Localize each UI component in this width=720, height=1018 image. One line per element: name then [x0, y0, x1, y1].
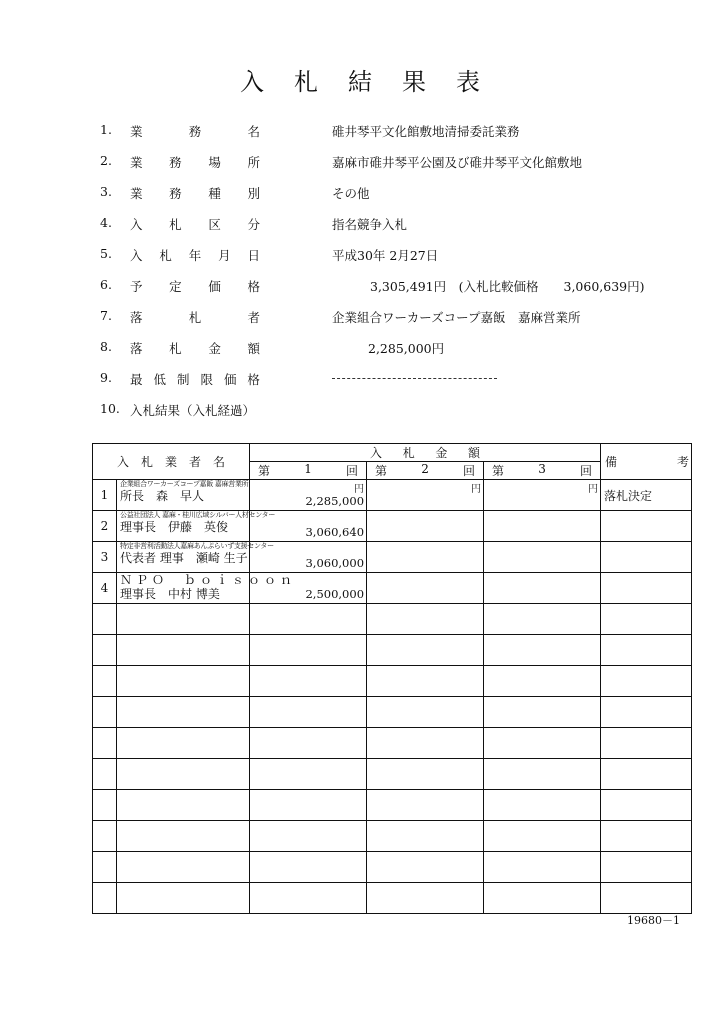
item-label-char: 業	[130, 186, 143, 201]
header-char: 第	[492, 464, 505, 478]
bid-result-table	[92, 443, 692, 914]
bidder-cell	[117, 635, 250, 666]
row-number: 1	[93, 480, 117, 511]
bidder-representative: 理事長 伊藤 英俊	[120, 520, 229, 534]
header-char: 回	[580, 464, 593, 478]
item-label-char: 価	[208, 279, 221, 294]
remarks-cell	[601, 759, 692, 790]
round-2-amount	[367, 790, 484, 821]
table-row	[93, 759, 692, 790]
round-3-amount	[484, 883, 601, 914]
yen-unit: 円	[588, 484, 599, 495]
item-number: 1.	[100, 122, 112, 137]
minimum-price-blank	[332, 378, 497, 379]
header-char: 第	[375, 464, 388, 478]
round-1-amount	[250, 759, 367, 790]
bidder-company: 特定非営利活動法人嘉麻あんぷらいず支援センター	[120, 542, 274, 550]
item-label	[130, 184, 260, 202]
amount-header	[250, 444, 601, 462]
item-label-char: 所	[247, 155, 260, 170]
round-header-2	[367, 462, 484, 480]
item-label	[130, 277, 260, 295]
table-row	[93, 604, 692, 635]
item-label-char: 務	[169, 155, 182, 170]
row-number	[93, 852, 117, 883]
table-row	[93, 542, 692, 573]
item-label	[130, 153, 260, 171]
remarks-cell	[601, 542, 692, 573]
round-3-amount	[484, 542, 601, 573]
round-3-amount	[484, 511, 601, 542]
header-char: 札	[402, 446, 415, 460]
round-header-3	[484, 462, 601, 480]
bidder-cell	[117, 573, 297, 604]
round-3-amount	[484, 635, 601, 666]
item-row	[100, 215, 700, 245]
bidder-header-text	[93, 453, 249, 470]
remarks-cell	[601, 666, 692, 697]
remarks-cell	[601, 852, 692, 883]
item-label-char: 札	[169, 341, 182, 356]
round-2-amount	[367, 697, 484, 728]
item-label-char: 札	[169, 217, 182, 232]
header-char: 札	[141, 455, 154, 469]
item-row	[100, 277, 700, 307]
item-value: 企業組合ワーカーズコープ嘉飯 嘉麻営業所	[332, 310, 581, 325]
round-1-amount	[250, 852, 367, 883]
round-1-amount	[250, 821, 367, 852]
item-label-char: 務	[169, 186, 182, 201]
bid-amount: 2,500,000	[305, 587, 365, 601]
round-3-amount	[484, 852, 601, 883]
round-3-amount	[484, 728, 601, 759]
remarks-header	[601, 444, 692, 480]
round-2-amount	[367, 542, 484, 573]
item-label-char: 金	[208, 341, 221, 356]
round-2-amount	[367, 573, 484, 604]
bidder-cell	[117, 542, 274, 573]
round-3-amount	[484, 759, 601, 790]
item-label-char: 日	[247, 248, 260, 263]
header-char: 考	[677, 455, 690, 469]
item-value: 3,305,491円 (入札比較価格 3,060,639円)	[370, 279, 645, 294]
bidder-company: 公益社団法人 嘉麻・桂川広域シルバー人材センター	[120, 511, 276, 519]
item-row	[100, 184, 700, 214]
round-1-amount	[250, 604, 367, 635]
item-label-char: 入	[130, 217, 143, 232]
round-2-amount	[367, 821, 484, 852]
item-number: 8.	[100, 339, 112, 354]
item-label-char: 価	[223, 372, 237, 387]
round-2-amount	[367, 480, 484, 511]
table-row	[93, 511, 692, 542]
item-label-char: 低	[153, 372, 166, 387]
round-1-amount	[250, 511, 367, 542]
table-row	[93, 790, 692, 821]
item-label-char: 種	[208, 186, 221, 201]
item-label-char: 者	[247, 310, 260, 325]
round-1-amount	[250, 666, 367, 697]
round-3-amount	[484, 604, 601, 635]
document-number: 19680－1	[627, 914, 680, 927]
table-row	[93, 480, 692, 511]
header-char: 備	[605, 455, 618, 469]
item-value: 指名競争入札	[332, 217, 408, 232]
remarks-cell	[601, 821, 692, 852]
item-number: 10.	[100, 401, 120, 416]
round-3-amount	[484, 821, 601, 852]
item-row	[100, 122, 700, 152]
row-number: 3	[93, 542, 117, 573]
item-label-char: 業	[130, 124, 143, 139]
item-label	[130, 339, 260, 357]
bidder-cell	[117, 790, 250, 821]
round-2-amount	[367, 852, 484, 883]
remarks-cell	[601, 511, 692, 542]
item-label-char: 務	[188, 124, 202, 139]
item-label	[130, 122, 260, 140]
item-label-char: 最	[130, 372, 143, 387]
round-3-amount	[484, 573, 601, 604]
round-1-amount	[250, 728, 367, 759]
item-label	[130, 308, 260, 326]
bidder-cell	[117, 480, 250, 511]
item-row	[100, 153, 700, 183]
round-1-amount	[250, 573, 367, 604]
bidder-cell	[117, 759, 250, 790]
item-number: 2.	[100, 153, 112, 168]
bidder-cell	[117, 728, 250, 759]
item-row	[100, 370, 700, 400]
header-char: 回	[462, 464, 475, 478]
header-char: 者	[189, 455, 202, 469]
remarks-cell	[601, 728, 692, 759]
bidder-cell	[117, 852, 250, 883]
item-row	[100, 401, 700, 431]
header-char: 3	[538, 462, 546, 476]
bidder-representative: 代表者 理事 瀬崎 生子	[120, 551, 248, 565]
item-label-char: 名	[247, 124, 260, 139]
header-char: 第	[258, 464, 271, 478]
item-value: その他	[332, 186, 370, 201]
item-number: 9.	[100, 370, 112, 385]
page-title: 入札結果表	[240, 68, 510, 96]
row-number	[93, 666, 117, 697]
item-value: 嘉麻市碓井琴平公園及び碓井琴平文化館敷地	[332, 155, 583, 170]
bidder-company: 企業組合ワーカーズコープ嘉飯 嘉麻営業所	[120, 480, 249, 488]
round-1-amount	[250, 883, 367, 914]
round-1-amount	[250, 542, 367, 573]
round-3-amount	[484, 790, 601, 821]
round-2-amount	[367, 511, 484, 542]
item-label-char: 場	[208, 155, 221, 170]
remarks-cell	[601, 573, 692, 604]
header-char: 入	[370, 446, 383, 460]
header-char: 金	[435, 446, 448, 460]
item-row	[100, 246, 700, 276]
item-label	[130, 401, 260, 419]
bidder-cell	[117, 604, 250, 635]
round-2-amount	[367, 883, 484, 914]
header-char: 2	[421, 462, 429, 476]
item-label-char: 年	[188, 248, 202, 263]
bid-amount: 2,285,000	[305, 494, 365, 508]
row-number	[93, 790, 117, 821]
item-row	[100, 339, 700, 369]
round-1-amount	[250, 790, 367, 821]
row-number	[93, 697, 117, 728]
bid-amount: 3,060,000	[305, 556, 365, 570]
item-label-char: 格	[247, 372, 260, 387]
row-number	[93, 728, 117, 759]
item-number: 4.	[100, 215, 112, 230]
item-label	[130, 215, 260, 233]
round-header-1	[250, 462, 367, 480]
bidder-cell	[117, 883, 250, 914]
round-3-amount	[484, 697, 601, 728]
round-2-amount	[367, 604, 484, 635]
row-number	[93, 821, 117, 852]
bidder-cell	[117, 511, 276, 542]
item-label-char: 月	[218, 248, 231, 263]
remarks-cell	[601, 790, 692, 821]
row-number: 4	[93, 573, 117, 604]
item-label-char: 落	[130, 310, 143, 325]
round-2-amount	[367, 635, 484, 666]
remarks-cell	[601, 635, 692, 666]
item-label-char: 業	[130, 155, 143, 170]
item-label-char: 落	[130, 341, 143, 356]
table-row	[93, 666, 692, 697]
round-1-amount	[250, 480, 367, 511]
header-char: 回	[345, 464, 358, 478]
yen-unit: 円	[354, 484, 365, 495]
bidder-cell	[117, 821, 250, 852]
bidder-cell	[117, 666, 250, 697]
table-row	[93, 697, 692, 728]
header-char: 1	[304, 462, 312, 476]
item-value: 碓井琴平文化館敷地清掃委託業務	[332, 124, 520, 139]
item-number: 3.	[100, 184, 112, 199]
bidder-header	[93, 444, 250, 480]
yen-unit: 円	[471, 484, 482, 495]
item-number: 6.	[100, 277, 112, 292]
round-2-amount	[367, 728, 484, 759]
item-label	[130, 246, 260, 264]
item-label-char: 別	[247, 186, 260, 201]
row-number	[93, 604, 117, 635]
remarks-cell	[601, 604, 692, 635]
item-label-char: 入札結果（入札経過）	[130, 403, 256, 418]
header-char: 入	[117, 455, 130, 469]
header-char: 名	[213, 455, 226, 469]
item-label-char: 札	[188, 310, 202, 325]
table-row	[93, 883, 692, 914]
item-label-char: 額	[247, 341, 260, 356]
item-label-char: 予	[130, 279, 143, 294]
remarks-cell: 落札決定	[601, 480, 692, 511]
item-number: 7.	[100, 308, 112, 323]
table-row	[93, 728, 692, 759]
row-number	[93, 883, 117, 914]
item-label-char: 入	[130, 248, 143, 263]
round-1-amount	[250, 697, 367, 728]
item-number: 5.	[100, 246, 112, 261]
item-label-char: 定	[169, 279, 182, 294]
item-label-char: 制	[176, 372, 190, 387]
row-number	[93, 759, 117, 790]
table-row	[93, 852, 692, 883]
item-label-char: 格	[247, 279, 260, 294]
bidder-representative: 所長 森 早人	[120, 489, 205, 503]
item-row	[100, 308, 700, 338]
round-1-amount	[250, 635, 367, 666]
bidder-representative: 理事長 中村 博美	[120, 587, 220, 601]
item-label-char: 札	[159, 248, 172, 263]
round-3-amount	[484, 480, 601, 511]
round-2-amount	[367, 759, 484, 790]
bidder-company: ＮＰＯ ｂｏｉｓｏｏｎ	[120, 573, 297, 587]
table-row	[93, 573, 692, 604]
table-row	[93, 821, 692, 852]
item-label	[130, 370, 260, 388]
bidder-cell	[117, 697, 250, 728]
item-label-char: 区	[208, 217, 221, 232]
item-value: 2,285,000円	[368, 341, 445, 356]
header-char: 業	[165, 455, 178, 469]
remarks-cell	[601, 697, 692, 728]
header-char: 額	[468, 446, 481, 460]
remarks-cell	[601, 883, 692, 914]
item-label-char: 分	[247, 217, 260, 232]
bid-amount: 3,060,640	[305, 525, 365, 539]
item-value: 平成30年 2月27日	[332, 248, 439, 263]
row-number	[93, 635, 117, 666]
item-label-char: 限	[200, 372, 213, 387]
round-2-amount	[367, 666, 484, 697]
round-3-amount	[484, 666, 601, 697]
table-row	[93, 635, 692, 666]
row-number: 2	[93, 511, 117, 542]
